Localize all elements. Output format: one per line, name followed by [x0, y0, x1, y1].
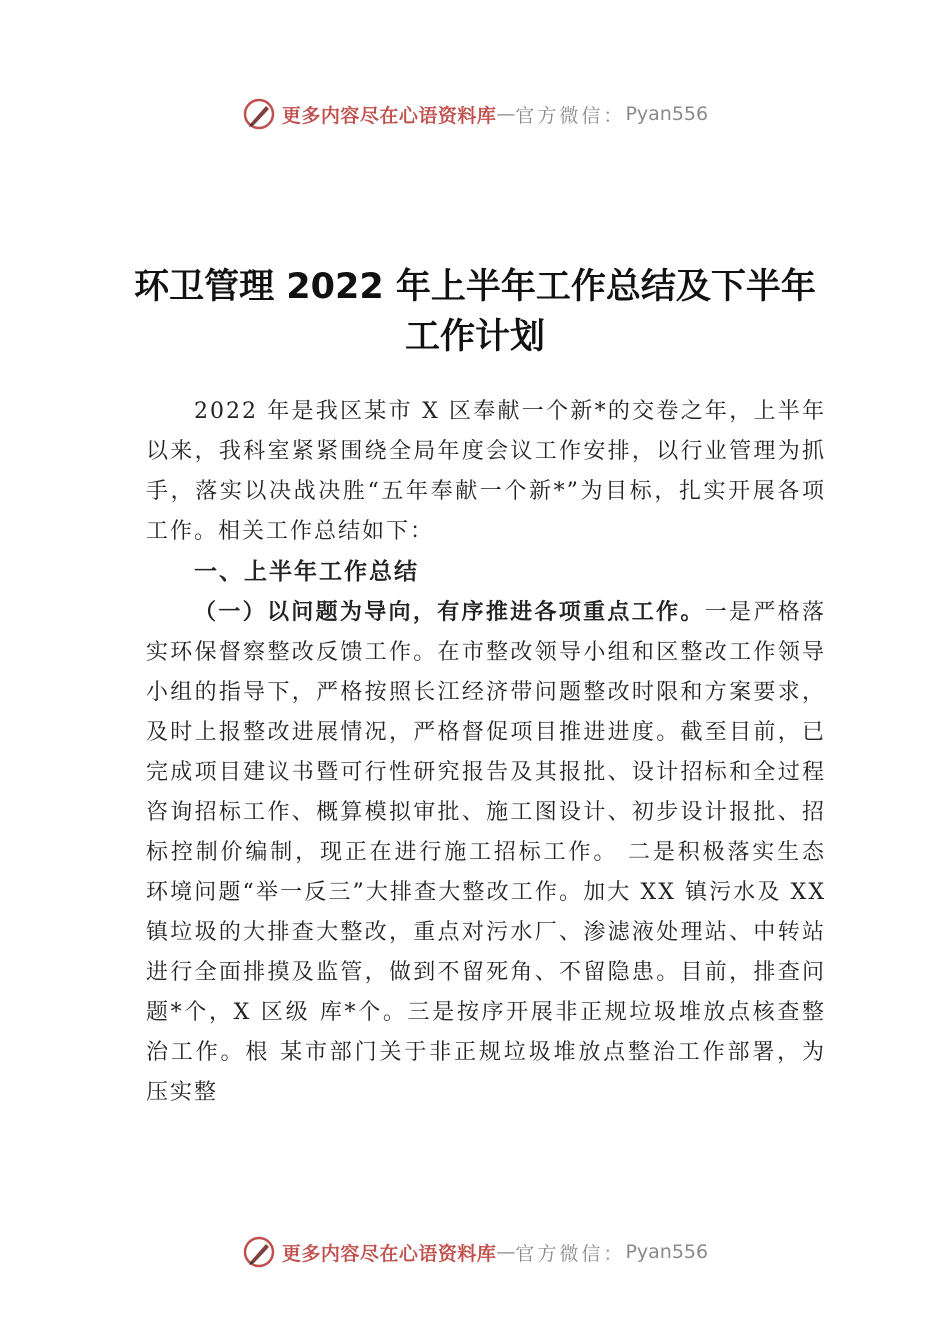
subsection-paragraph — [146, 592, 826, 1113]
section-heading: 一、上半年工作总结 — [194, 559, 419, 585]
pen-logo-icon — [242, 97, 276, 131]
subsection-lead: （一）以问题为导向，有序推进各项重点工作。 — [194, 599, 705, 625]
document-body — [146, 392, 826, 1113]
pen-logo-icon — [242, 1235, 276, 1269]
banner-dash: — — [496, 1241, 516, 1263]
banner-account: Pyan556 — [625, 1241, 709, 1263]
banner-text: 更多内容尽在心语资料库 — [281, 1242, 497, 1265]
footer-watermark-banner — [0, 1232, 950, 1272]
document-title — [0, 262, 950, 362]
header-watermark-banner — [0, 94, 950, 134]
subsection-text: 一是严格落实环保督察整改反馈工作。在市整改领导小组和区整改工作领导小组的指导下，严格按照长江经济带问题整改时限和方案要求，及时上报整改进展情况，严格督促项目推进进度。截至目前，已完成项目建议书暨可行性研究报告及其报批、设计招标和全过程咨询招标工作、概算模拟审批、施工图设计、初步设计报批、招标控制价编制，现正在进行施工招标工作。 二是积极落实生态环境问题“举一反三”大排查大整改工作。加大 XX 镇污水及 XX 镇垃圾的大排查大整改，重点对污水厂、渗滤液处理站、中转站进行全面排摸及监管，做到不留死角、不留隐患。目前，排查问题*个，X 区级 库*个。三是按序开展非正规垃圾堆放点核查整治工作。根 某市部门关于非正规垃圾堆放点整治工作部署，为压实整 — [146, 600, 826, 1105]
banner-dash: — — [496, 103, 516, 125]
intro-paragraph: 2022 年是我区某市 X 区奉献一个新*的交卷之年，上半年以来，我科室紧紧围绕全局年度会议工作安排，以行业管理为抓手，落实以决战决胜“五年奉献一个新*”为目标，扎实开展各项工作。相关工作总结如下： — [146, 399, 826, 544]
title-line-2: 工作计划 — [404, 317, 545, 357]
title-line-1: 环卫管理 2022 年上半年工作总结及下半年 — [134, 267, 816, 307]
banner-wechat-label: 官方微信： — [515, 104, 626, 127]
banner-wechat-label: 官方微信： — [515, 1242, 626, 1265]
banner-text: 更多内容尽在心语资料库 — [281, 104, 497, 127]
banner-account: Pyan556 — [625, 103, 709, 125]
